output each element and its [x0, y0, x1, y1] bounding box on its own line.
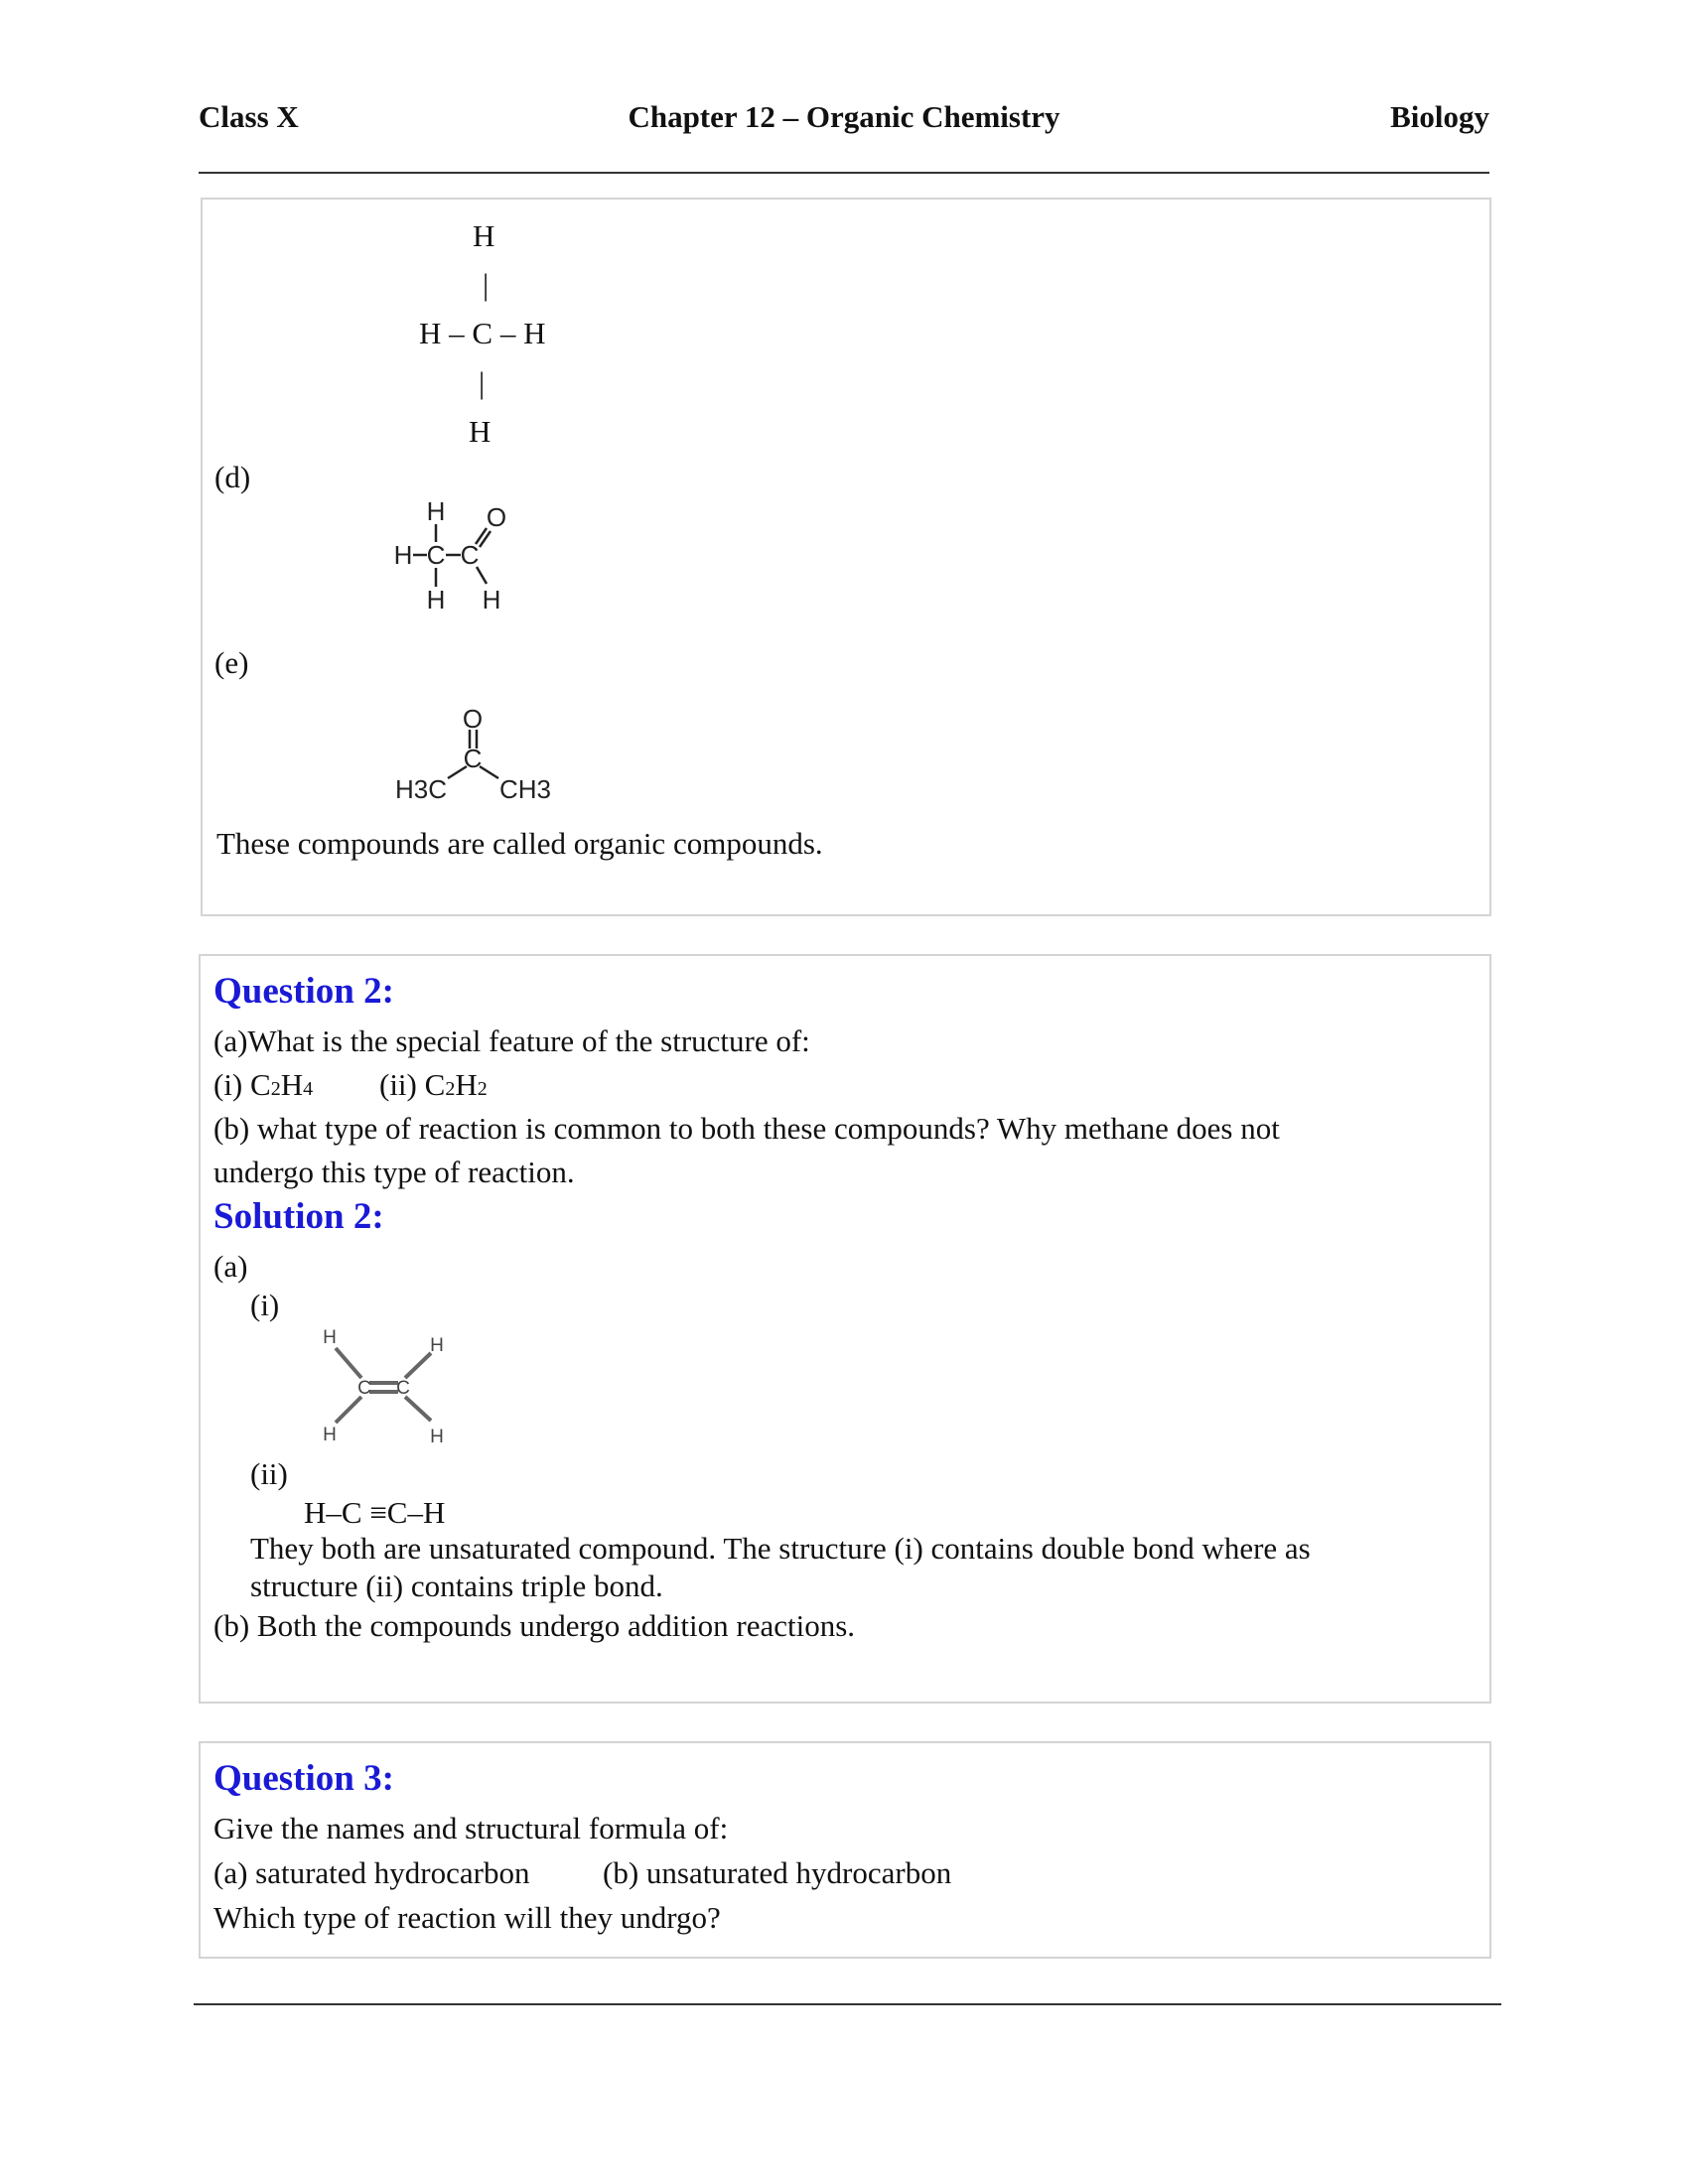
- organic-compounds-conclusion: These compounds are called organic compounds.: [216, 826, 823, 861]
- footer-rule: [194, 2003, 1501, 2005]
- ethene-atom-h-top-right: H: [430, 1335, 444, 1356]
- ethene-atom-h-bottom-left: H: [323, 1425, 337, 1445]
- methane-bond-bottom: |: [479, 365, 486, 400]
- ethene-atom-h-top-left: H: [323, 1327, 337, 1348]
- methane-top-h: H: [473, 218, 495, 253]
- acetone-group-ch3: CH3: [498, 774, 552, 804]
- question-3-box: [199, 1741, 1491, 1959]
- solution-2-explanation-line1: They both are unsaturated compound. The structure (i) contains double bond where as: [250, 1531, 1311, 1566]
- question-2-formula-i: (i) C2H4: [213, 1067, 314, 1102]
- ethene-structure: [290, 1321, 469, 1450]
- label-e: (e): [214, 645, 249, 680]
- solution-2-label-i: (i): [250, 1288, 280, 1322]
- ethene-atom-c1: C: [357, 1378, 371, 1399]
- solution-2-label-ii: (ii): [250, 1456, 288, 1491]
- header-subject: Biology: [1390, 99, 1489, 134]
- question-2-formula-ii: (ii) C2H2: [379, 1067, 488, 1102]
- methane-middle: H – C – H: [419, 316, 546, 350]
- ethene-atom-c2: C: [396, 1378, 410, 1399]
- ethanal-atom-h-left: H: [393, 540, 413, 570]
- ethanal-atom-c1: C: [426, 540, 446, 570]
- question-2-title: Question 2:: [213, 971, 394, 1012]
- question-3-title: Question 3:: [213, 1758, 394, 1799]
- ethanal-atom-h-top: H: [426, 496, 446, 526]
- acetone-atom-c: C: [463, 744, 483, 773]
- ethanal-atom-o: O: [486, 502, 507, 532]
- question-2-part-a: (a)What is the special feature of the structure of:: [213, 1024, 810, 1058]
- solution-2-title: Solution 2:: [213, 1196, 384, 1237]
- header-chapter-title: Chapter 12 – Organic Chemistry: [628, 99, 1060, 134]
- question-2-part-b-line2: undergo this type of reaction.: [213, 1155, 575, 1189]
- question-2-box: [199, 954, 1491, 1704]
- question-3-line1: Give the names and structural formula of:: [213, 1811, 729, 1845]
- question-2-part-b-line1: (b) what type of reaction is common to both these compounds? Why methane does not: [213, 1111, 1280, 1146]
- methane-bond-top: |: [483, 267, 490, 302]
- answer-box-structures: [201, 198, 1491, 916]
- ethanal-atom-h-aldehyde: H: [482, 585, 501, 614]
- acetone-group-h3c: H3C: [394, 774, 448, 804]
- question-3-option-a: (a) saturated hydrocarbon: [213, 1855, 530, 1890]
- ethanal-structure: [391, 492, 570, 626]
- solution-2-explanation-line2: structure (ii) contains triple bond.: [250, 1569, 663, 1603]
- ethyne-structure: H–C ≡C–H: [304, 1495, 446, 1530]
- label-d: (d): [214, 460, 251, 494]
- ethanal-atom-c2: C: [460, 540, 480, 570]
- solution-2-part-a: (a): [213, 1249, 248, 1284]
- question-3-line3: Which type of reaction will they undrgo?: [213, 1900, 721, 1935]
- ethene-atom-h-bottom-right: H: [430, 1427, 444, 1447]
- ethanal-atom-h-bottom: H: [426, 585, 446, 614]
- question-3-option-b: (b) unsaturated hydrocarbon: [603, 1855, 952, 1890]
- header-class: Class X: [199, 99, 299, 134]
- header-rule: [199, 172, 1489, 174]
- solution-2-part-b: (b) Both the compounds undergo addition reactions.: [213, 1608, 856, 1643]
- acetone-structure: [361, 704, 590, 813]
- methane-bottom-h: H: [469, 414, 492, 449]
- acetone-atom-o: O: [462, 704, 484, 734]
